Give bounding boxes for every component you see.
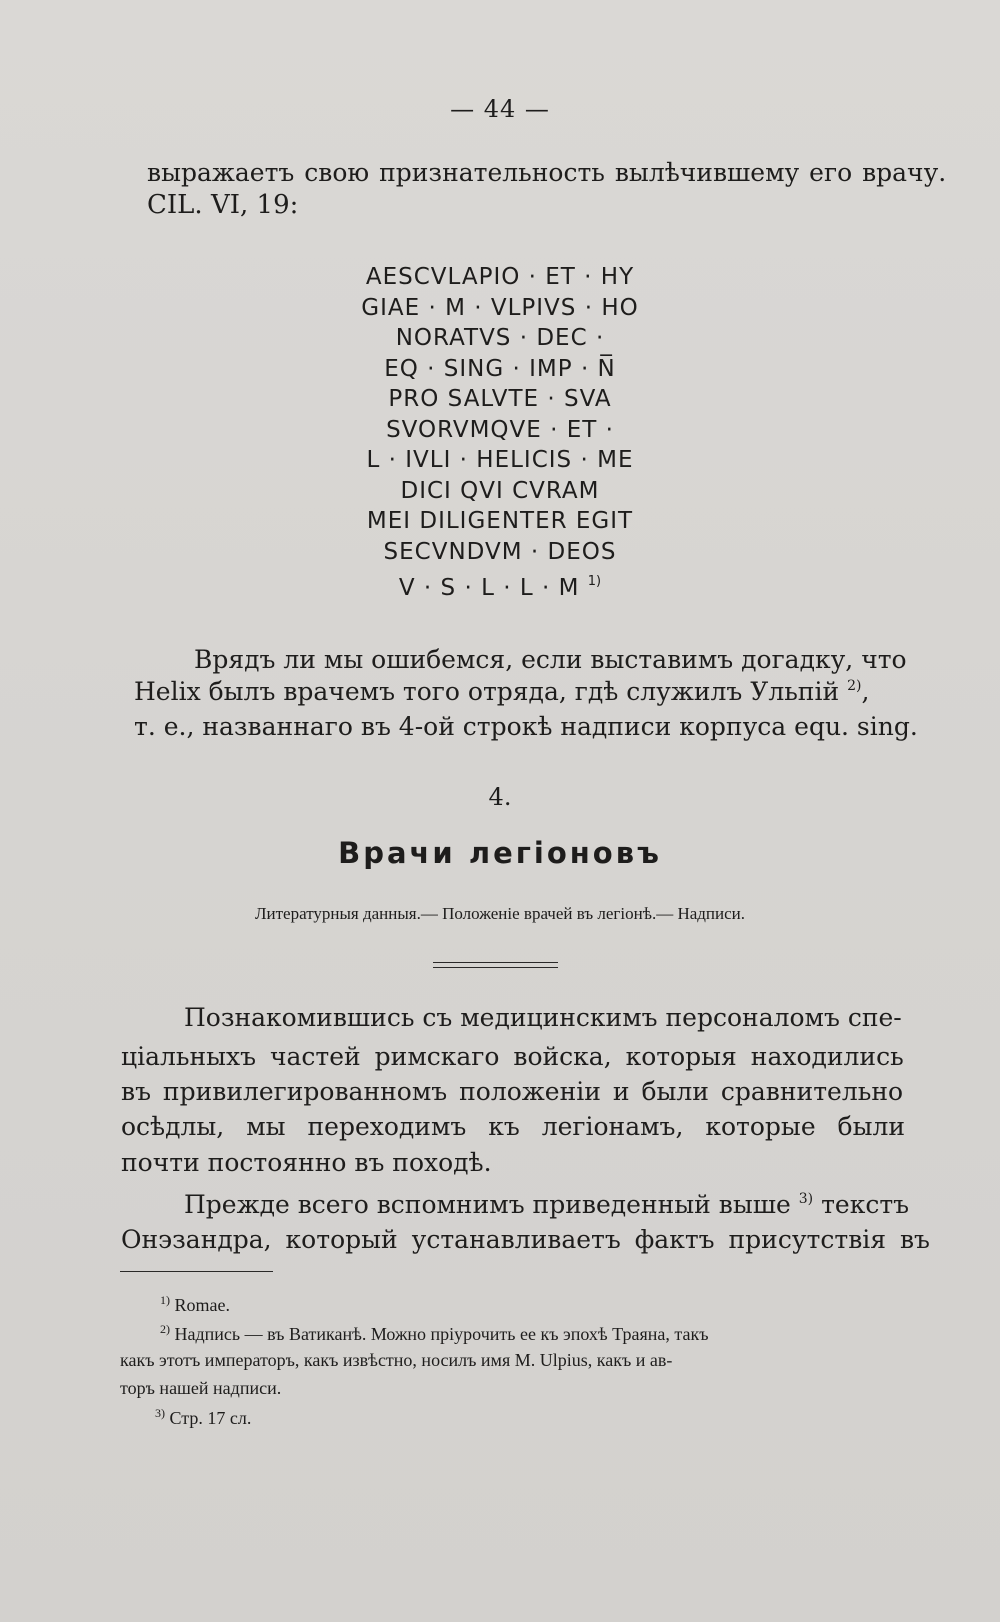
latin-inscription [250,262,750,604]
footnote-2 [160,1322,709,1345]
inscription-last-line [250,567,750,604]
paragraph1-line-2-end: , [861,677,870,706]
intro-line-2: CIL. VI, 19: [147,190,299,220]
paragraph2-line-5: почти постоянно въ походѣ. [121,1148,492,1177]
footnote-2-line-3: торъ нашей надписи. [120,1378,282,1398]
footnote-ref: 1) [587,574,602,589]
inscription-line: GIAE · M · VLPIVS · HO [361,294,639,321]
footnote-text: Romae. [174,1295,230,1315]
inscription-line: SECVNDVM · DEOS [383,538,617,565]
paragraph1-line-3: т. е., названнаго въ 4-ой строкѣ надписи корпуса equ. sing. [134,712,918,741]
paragraph3-line-1 [184,1190,909,1219]
inscription-line: EQ · SING · IMP · N̅ [384,355,616,382]
footnote-separator [120,1271,273,1272]
footnote-ref: 3) [798,1191,814,1207]
section-divider [433,962,558,968]
inscription-line: DICI QVI CVRAM [400,477,600,504]
paragraph1-line-2 [134,677,869,706]
footnote-2-line-2: какъ этотъ императоръ, какъ извѣстно, носилъ имя M. Ulpius, какъ и ав- [120,1350,673,1370]
footnote-mark: 1) [160,1293,170,1307]
inscription-line: NORATVS · DEC · [395,325,605,351]
footnote-3 [155,1406,251,1429]
paragraph2-line-1: Познакомившись съ медицинскимъ персоналомъ спе- [184,1003,902,1032]
paragraph1-line-2-text: Helix былъ врачемъ того отряда, гдѣ служилъ Ульпій [134,677,840,706]
paragraph2-line-2: ціальныхъ частей римскаго войска, которыя находились [121,1042,904,1071]
section-number: 4. [488,783,512,811]
footnote-text: Надпись — въ Ватиканѣ. Можно пріурочить ее къ эпохѣ Траяна, такъ [174,1324,709,1344]
paragraph2-line-3: въ привилегированномъ положеніи и были сравнительно [121,1077,904,1106]
paragraph3-line-2: Онэзандра, который устанавливаетъ фактъ присутствія въ [121,1225,930,1254]
footnote-ref: 2) [847,678,862,694]
paragraph1-line-1: Врядъ ли мы ошибемся, если выставимъ догадку, что [194,645,907,674]
inscription-line: MEI DILIGENTER EGIT [366,508,634,534]
footnote-text: Стр. 17 сл. [169,1408,252,1428]
section-title: Врачи легіоновъ [338,836,662,870]
paragraph2-line-4: осѣдлы, мы переходимъ къ легіонамъ, которые были [121,1112,906,1141]
inscription-line: V · S · L · L · M [398,575,580,601]
footnote-1 [160,1293,230,1316]
footnote-mark: 2) [160,1322,170,1336]
intro-line-1: выражаетъ свою признательность вылѣчившему его врачу. [147,158,947,187]
inscription-line: PRO SALVTE · SVA [388,386,612,412]
paragraph3-line-1-text: Прежде всего вспомнимъ приведенный выше [184,1190,791,1219]
section-summary: Литературныя данныя.— Положеніе врачей въ легіонѣ.— Надписи. [254,904,746,923]
inscription-line: SVORVMQVE · ET · [386,416,614,443]
paragraph3-line-1-end: текстъ [821,1190,910,1219]
page-number: — 44 — [450,95,550,123]
inscription-line: AESCVLAPIO · ET · HY [365,264,635,290]
inscription-line: L · IVLI · HELICIS · ME [366,447,634,473]
footnote-mark: 3) [155,1406,165,1420]
